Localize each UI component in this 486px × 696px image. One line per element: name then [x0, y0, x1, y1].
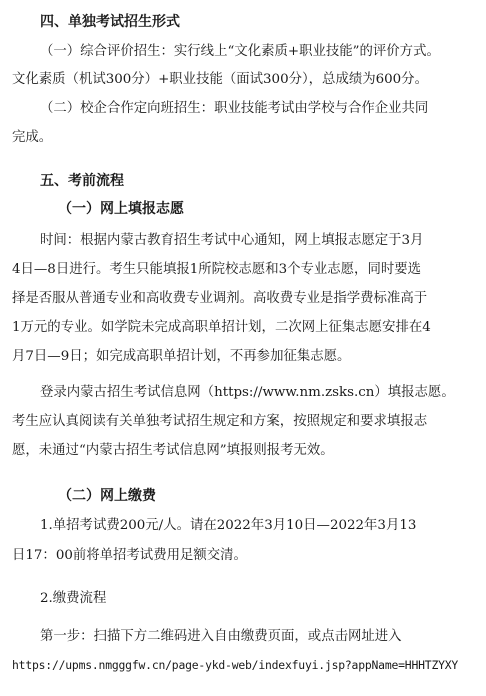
section4-p2-line1: （二）校企合作定向班招生：职业技能考试由学校与合作企业共同 [40, 101, 429, 116]
time-line-3: 择是否服从普通专业和高收费专业调剂。高收费专业是指学费标准高于 [12, 291, 428, 306]
login-line-2: 考生应认真阅读有关单独考试招生规定和方案，按照规定和要求填报志 [12, 414, 428, 429]
section5-sub2-heading: （二）网上缴费 [58, 488, 156, 504]
section5-sub1-heading: （一）网上填报志愿 [58, 201, 184, 217]
section4-p1-line1: （一）综合评价招生：实行线上“文化素质+职业技能”的评价方式。 [40, 44, 440, 59]
fee-line-2: 日17：00前将单招考试费用足额交清。 [12, 548, 247, 563]
login-line-3: 愿，未通过“内蒙古招生考试信息网”填报则报考无效。 [12, 443, 334, 458]
time-line-4: 1万元的专业。如学院未完成高职单招计划，二次网上征集志愿安排在4 [12, 320, 431, 335]
step1-line: 第一步：扫描下方二维码进入自由缴费页面，或点击网址进入 [40, 629, 402, 644]
section4-p1-line2: 文化素质（机试300分）+职业技能（面试300分），总成绩为600分。 [12, 72, 428, 87]
section4-p2-line2: 完成。 [12, 130, 53, 145]
time-line-2: 4日—8日进行。考生只能填报1所院校志愿和3个专业志愿，同时要选 [12, 262, 422, 277]
flow-heading: 2.缴费流程 [40, 591, 107, 606]
section5-heading: 五、考前流程 [40, 173, 124, 189]
payment-url-link[interactable]: https://upms.nmgggfw.cn/page-ykd-web/indexfuyi.jsp?appName=HHHTZYXY [12, 658, 459, 672]
login-line-1: 登录内蒙古招生考试信息网（https://www.nm.zsks.cn）填报志愿。 [40, 385, 455, 400]
section4-heading: 四、单独考试招生形式 [40, 14, 180, 30]
time-line-1: 时间：根据内蒙古教育招生考试中心通知，网上填报志愿定于3月 [40, 233, 424, 248]
time-line-5: 月7日—9日；如完成高职单招计划，不再参加征集志愿。 [12, 349, 351, 364]
fee-line-1: 1.单招考试费200元/人。请在2022年3月10日—2022年3月13 [40, 518, 417, 533]
